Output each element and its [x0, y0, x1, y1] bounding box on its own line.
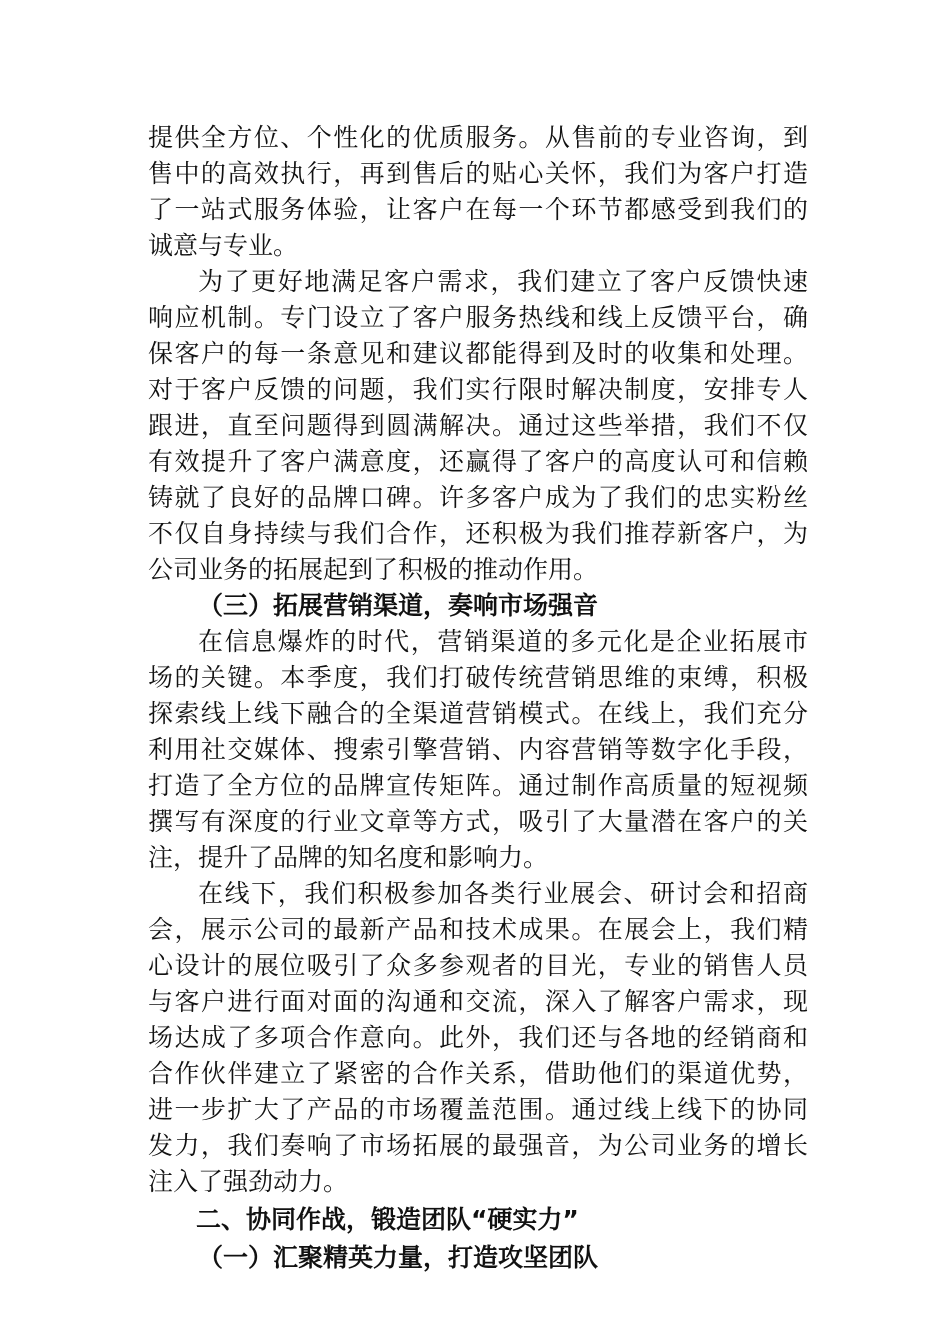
- para4-line-8: 发力，我们奏响了市场拓展的最强音，为公司业务的增长: [148, 1131, 808, 1160]
- para1-line-1: 提供全方位、个性化的优质服务。从售前的专业咨询，到: [148, 123, 808, 152]
- para2-line-1: 为了更好地满足客户需求，我们建立了客户反馈快速: [198, 267, 808, 296]
- para4-line-6: 合作伙伴建立了紧密的合作关系，借助他们的渠道优势，: [148, 1059, 808, 1088]
- para4-line-5: 场达成了多项合作意向。此外，我们还与各地的经销商和: [148, 1023, 808, 1052]
- para4-line-3: 心设计的展位吸引了众多参观者的目光，专业的销售人员: [148, 951, 808, 980]
- para2-line-4: 对于客户反馈的问题，我们实行限时解决制度，安排专人: [148, 375, 808, 404]
- para3-line-3: 探索线上线下融合的全渠道营销模式。在线上，我们充分: [148, 699, 808, 728]
- para3-line-5: 打造了全方位的品牌宣传矩阵。通过制作高质量的短视频: [148, 771, 808, 800]
- para4-line-2: 会，展示公司的最新产品和技术成果。在展会上，我们精: [148, 915, 808, 944]
- subheading-2-1: （一）汇聚精英力量，打造攻坚团队: [198, 1243, 599, 1272]
- para2-line-8: 不仅自身持续与我们合作，还积极为我们推荐新客户，为: [148, 519, 808, 548]
- para4-line-4: 与客户进行面对面的沟通和交流，深入了解客户需求，现: [148, 987, 808, 1016]
- para1-line-3: 了一站式服务体验，让客户在每一个环节都感受到我们的: [148, 195, 808, 224]
- para4-line-1: 在线下，我们积极参加各类行业展会、研讨会和招商: [198, 879, 808, 908]
- para2-line-5: 跟进，直至问题得到圆满解决。通过这些举措，我们不仅: [148, 411, 808, 440]
- para2-line-7: 铸就了良好的品牌口碑。许多客户成为了我们的忠实粉丝: [148, 483, 808, 512]
- para2-line-9: 公司业务的拓展起到了积极的推动作用。: [148, 555, 599, 584]
- para3-line-4: 利用社交媒体、搜索引擎营销、内容营销等数字化手段，: [148, 735, 808, 764]
- para1-line-4: 诚意与专业。: [148, 231, 299, 260]
- para3-line-6: 撰写有深度的行业文章等方式，吸引了大量潜在客户的关: [148, 807, 808, 836]
- para3-line-2: 场的关键。本季度，我们打破传统营销思维的束缚，积极: [148, 663, 808, 692]
- section-2-title: 二、协同作战，锻造团队“硬实力”: [196, 1205, 579, 1234]
- para4-line-9: 注入了强劲动力。: [148, 1167, 349, 1196]
- para1-line-2: 售中的高效执行，再到售后的贴心关怀，我们为客户打造: [148, 159, 808, 188]
- para4-line-7: 进一步扩大了产品的市场覆盖范围。通过线上线下的协同: [148, 1095, 808, 1124]
- para2-line-6: 有效提升了客户满意度，还赢得了客户的高度认可和信赖: [148, 447, 808, 476]
- subheading-3: （三）拓展营销渠道，奏响市场强音: [198, 591, 599, 620]
- para2-line-3: 保客户的每一条意见和建议都能得到及时的收集和处理。: [148, 339, 808, 368]
- para3-line-1: 在信息爆炸的时代，营销渠道的多元化是企业拓展市: [198, 627, 808, 656]
- para2-line-2: 响应机制。专门设立了客户服务热线和线上反馈平台，确: [148, 303, 808, 332]
- para3-line-7: 注，提升了品牌的知名度和影响力。: [148, 843, 549, 872]
